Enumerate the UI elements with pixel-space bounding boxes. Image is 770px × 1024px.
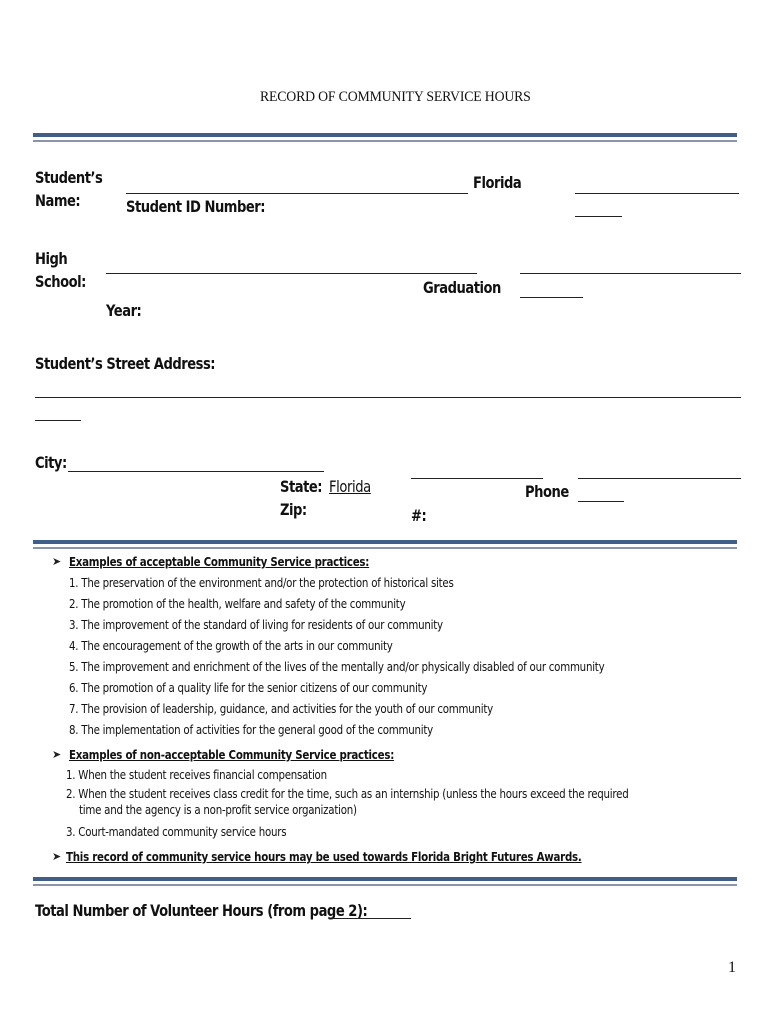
street-address-field[interactable] bbox=[35, 397, 741, 398]
list-item: 1. When the student receives financial compensation bbox=[66, 767, 327, 782]
graduation-year-field[interactable] bbox=[520, 273, 741, 274]
total-hours-field[interactable] bbox=[332, 918, 411, 919]
page-number: 1 bbox=[728, 959, 736, 976]
student-id-field[interactable] bbox=[575, 193, 739, 194]
hash-label: #: bbox=[411, 506, 427, 525]
street-address-label: Student’s Street Address: bbox=[35, 354, 216, 373]
middle-rule-thin bbox=[33, 547, 737, 549]
bottom-rule bbox=[33, 877, 737, 881]
arrow-bullet-icon: ➤ bbox=[52, 555, 62, 568]
list-item: 2. The promotion of the health, welfare and safety of the community bbox=[69, 596, 406, 611]
zip-field[interactable] bbox=[411, 478, 543, 479]
student-id-label: Student ID Number: bbox=[126, 197, 266, 216]
list-item: 2. When the student receives class credit for the time, such as an internship (unless the hours exceed the required bbox=[66, 786, 629, 801]
student-name-label-2: Name: bbox=[35, 191, 81, 210]
year-label: Year: bbox=[106, 301, 142, 320]
bright-futures-note: This record of community service hours may be used towards Florida Bright Futures Awards. bbox=[66, 849, 582, 864]
state-label: State: bbox=[280, 477, 323, 496]
phone-field-cont[interactable] bbox=[578, 501, 624, 502]
list-item: 3. Court-mandated community service hours bbox=[66, 824, 287, 839]
graduation-year-field-cont[interactable] bbox=[520, 297, 583, 298]
bottom-rule-thin bbox=[33, 884, 737, 886]
non-acceptable-heading: Examples of non-acceptable Community Service practices: bbox=[69, 747, 395, 762]
list-item: 6. The promotion of a quality life for the senior citizens of our community bbox=[69, 680, 428, 695]
city-label: City: bbox=[35, 453, 67, 472]
list-item: 8. The implementation of activities for the general good of the community bbox=[69, 722, 433, 737]
zip-label: Zip: bbox=[280, 500, 307, 519]
student-name-field[interactable] bbox=[126, 193, 468, 194]
florida-label: Florida bbox=[473, 173, 522, 192]
acceptable-heading: Examples of acceptable Community Service practices: bbox=[69, 554, 370, 569]
arrow-bullet-icon: ➤ bbox=[52, 850, 62, 863]
list-item: 3. The improvement of the standard of living for residents of our community bbox=[69, 617, 443, 632]
phone-label: Phone bbox=[525, 482, 569, 501]
list-item: 1. The preservation of the environment and/or the protection of historical sites bbox=[69, 575, 454, 590]
graduation-label: Graduation bbox=[423, 278, 501, 297]
middle-rule bbox=[33, 540, 737, 544]
total-hours-label: Total Number of Volunteer Hours (from page 2): bbox=[35, 901, 368, 920]
street-address-field-cont[interactable] bbox=[35, 420, 81, 421]
student-id-field-cont[interactable] bbox=[575, 216, 622, 217]
student-name-label: Student’s bbox=[35, 168, 103, 187]
list-item-cont: time and the agency is a non-profit service organization) bbox=[79, 802, 357, 817]
list-item: 7. The provision of leadership, guidance, and activities for the youth of our community bbox=[69, 701, 493, 716]
high-school-label-2: School: bbox=[35, 272, 86, 291]
city-field[interactable] bbox=[68, 471, 324, 472]
arrow-bullet-icon: ➤ bbox=[52, 748, 62, 761]
list-item: 4. The encouragement of the growth of the arts in our community bbox=[69, 638, 393, 653]
top-rule bbox=[33, 133, 737, 137]
high-school-field[interactable] bbox=[106, 273, 477, 274]
page-title: RECORD OF COMMUNITY SERVICE HOURS bbox=[260, 89, 531, 105]
phone-field[interactable] bbox=[578, 478, 741, 479]
high-school-label: High bbox=[35, 249, 68, 268]
top-rule-thin bbox=[33, 140, 737, 142]
state-value: Florida bbox=[329, 477, 371, 496]
list-item: 5. The improvement and enrichment of the lives of the mentally and/or physically disabled of our community bbox=[69, 659, 605, 674]
